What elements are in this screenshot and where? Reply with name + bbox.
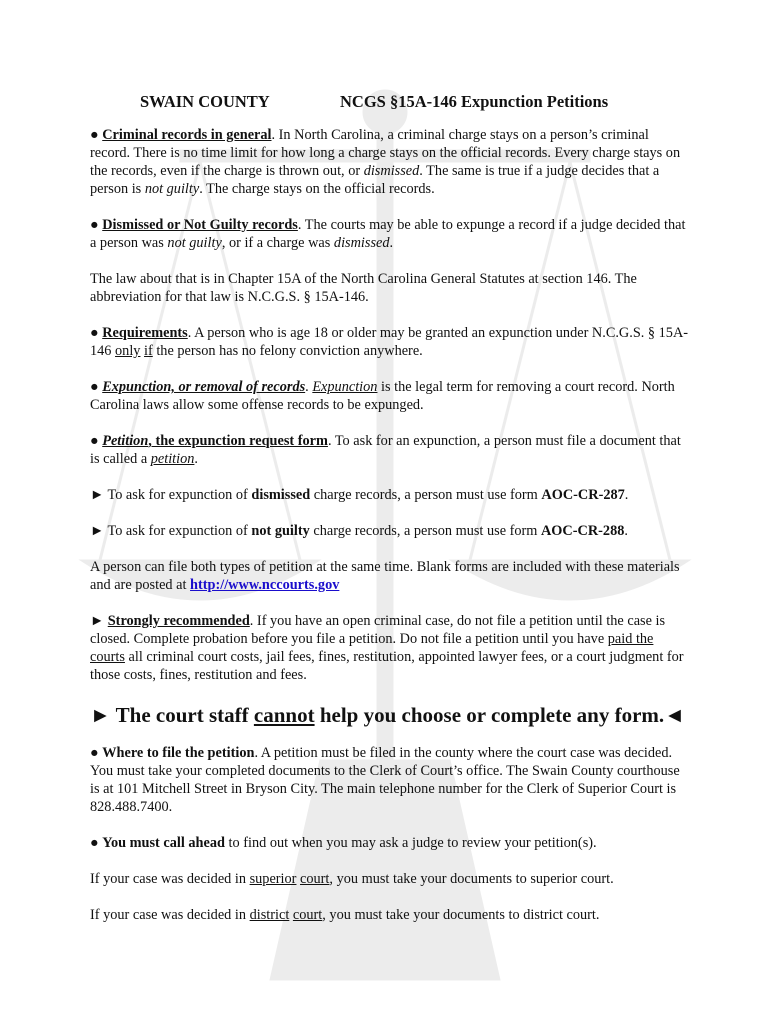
paragraph-law: The law about that is in Chapter 15A of the North Carolina General Statutes at section 146. The abbreviation for that law is N.C.G.S. § 15A-146.	[90, 271, 637, 305]
paragraph-petition: ● Petition, the expunction request form. To ask for an expunction, a person must file a document that is called a petition.	[90, 433, 681, 467]
document-header	[90, 92, 690, 112]
paragraph-strongly-recommended: ► Strongly recommended. If you have an open criminal case, do not file a petition until the case is closed. Complete probation before you file a petition. Do not file a petition until you have paid the courts all criminal court costs, jail fees, fines, restitution, appointed lawyer fees, or a court judgment for those costs, fines, restitution and fees.	[90, 613, 684, 683]
paragraph-superior-court: If your case was decided in superior court, you must take your documents to superior court.	[90, 871, 614, 887]
court-staff-notice: ► The court staff cannot help you choose or complete any form.◄	[90, 703, 685, 727]
paragraph-where-to-file: ● Where to file the petition. A petition must be filed in the county where the court case was decided. You must take your completed documents to the Clerk of Court’s office. The Swain County courthouse is at 101 Mitchell Street in Bryson City. The main telephone number for the Clerk of Superior Court is 828.488.7400.	[90, 745, 680, 815]
document-title: NCGS §15A-146 Expunction Petitions	[340, 92, 609, 111]
paragraph-dismissed-not-guilty: ● Dismissed or Not Guilty records. The courts may be able to expunge a record if a judge decided that a person was not guilty, or if a charge was dismissed.	[90, 217, 686, 251]
paragraph-call-ahead: ● You must call ahead to find out when you may ask a judge to review your petition(s).	[90, 835, 597, 851]
paragraph-district-court: If your case was decided in district court, you must take your documents to district court.	[90, 907, 600, 923]
paragraph-both-petitions: A person can file both types of petition at the same time. Blank forms are included with these materials and are posted at http://www.nccourts.gov	[90, 559, 680, 593]
nccourts-link[interactable]: http://www.nccourts.gov	[190, 577, 340, 593]
county-name: SWAIN COUNTY	[140, 92, 270, 111]
paragraph-form-not-guilty: ► To ask for expunction of not guilty charge records, a person must use form AOC-CR-288.	[90, 523, 628, 539]
document-body	[90, 92, 690, 942]
paragraph-requirements: ● Requirements. A person who is age 18 or older may be granted an expunction under N.C.G.S. § 15A-146 only if the person has no felony conviction anywhere.	[90, 325, 689, 359]
paragraph-form-dismissed: ► To ask for expunction of dismissed charge records, a person must use form AOC-CR-287.	[90, 487, 629, 503]
paragraph-criminal-records: ● Criminal records in general. In North Carolina, a criminal charge stays on a person’s criminal record. There is no time limit for how long a charge stays on the official records. Every charge stays on the records, even if the charge is thrown out, or dismissed. The same is true if a judge decides that a person is not guilty. The charge stays on the official records.	[90, 127, 681, 197]
paragraph-expunction: ● Expunction, or removal of records. Expunction is the legal term for removing a court record. North Carolina laws allow some offense records to be expunged.	[90, 379, 675, 413]
